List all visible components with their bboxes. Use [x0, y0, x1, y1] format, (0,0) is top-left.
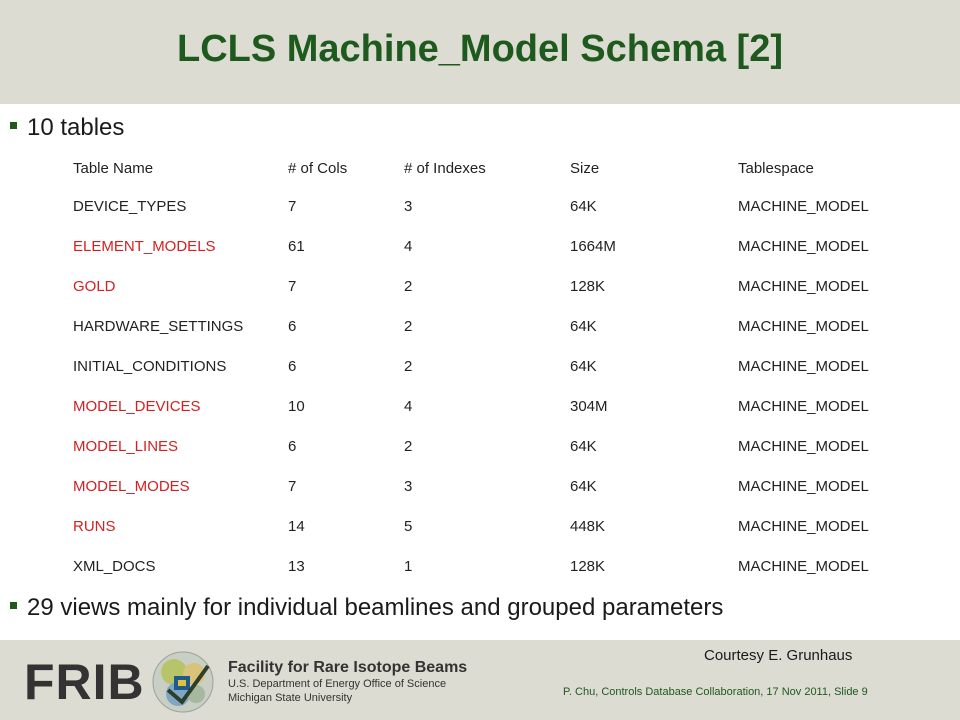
header-table-name: Table Name: [73, 159, 154, 177]
cell-table-name: MODEL_MODES: [73, 477, 190, 495]
table-row: [73, 306, 898, 346]
cell-indexes: 1: [404, 557, 413, 575]
cell-tablespace: MACHINE_MODEL: [738, 437, 869, 455]
cell-indexes: 5: [404, 517, 413, 535]
table-row: [73, 546, 898, 586]
cell-table-name: MODEL_DEVICES: [73, 397, 201, 415]
cell-size: 304M: [570, 397, 608, 415]
cell-table-name: ELEMENT_MODELS: [73, 237, 216, 255]
cell-indexes: 4: [404, 397, 413, 415]
cell-cols: 13: [288, 557, 305, 575]
cell-table-name: XML_DOCS: [73, 557, 156, 575]
cell-indexes: 3: [404, 477, 413, 495]
cell-tablespace: MACHINE_MODEL: [738, 397, 869, 415]
cell-cols: 7: [288, 477, 297, 495]
cell-indexes: 2: [404, 317, 413, 335]
bullet-views: [10, 594, 723, 622]
frib-logo-text: FRIB: [24, 654, 145, 710]
cell-table-name: GOLD: [73, 277, 116, 295]
table-row: [73, 466, 898, 506]
frib-globe-logo-icon: [148, 650, 218, 714]
cell-size: 448K: [570, 517, 606, 535]
cell-table-name: DEVICE_TYPES: [73, 197, 187, 215]
bullet-tables-text: 10 tables: [27, 114, 125, 141]
cell-tablespace: MACHINE_MODEL: [738, 277, 869, 295]
header-indexes: # of Indexes: [404, 159, 486, 177]
table-row: [73, 506, 898, 546]
courtesy-text: Courtesy E. Grunhaus: [704, 647, 853, 664]
university-name: Michigan State University: [228, 692, 353, 704]
cell-indexes: 3: [404, 197, 413, 215]
header-size: Size: [570, 159, 600, 177]
slide-info: P. Chu, Controls Database Collaboration, 17 Nov 2011, Slide 9: [563, 686, 868, 698]
cell-table-name: RUNS: [73, 517, 116, 535]
cell-cols: 7: [288, 277, 297, 295]
schema-table: [73, 150, 898, 586]
cell-size: 64K: [570, 437, 597, 455]
cell-cols: 10: [288, 397, 305, 415]
cell-size: 64K: [570, 477, 597, 495]
schema-table-wrap: [73, 150, 898, 586]
cell-size: 128K: [570, 557, 606, 575]
bullet-views-text: 29 views mainly for individual beamlines and grouped parameters: [27, 594, 724, 621]
cell-cols: 6: [288, 437, 297, 455]
cell-tablespace: MACHINE_MODEL: [738, 357, 869, 375]
cell-tablespace: MACHINE_MODEL: [738, 477, 869, 495]
cell-cols: 7: [288, 197, 297, 215]
header-tablespace: Tablespace: [738, 159, 814, 177]
cell-tablespace: MACHINE_MODEL: [738, 317, 869, 335]
cell-size: 64K: [570, 317, 597, 335]
table-row: [73, 386, 898, 426]
cell-table-name: MODEL_LINES: [73, 437, 179, 455]
bullet-square-icon: [10, 602, 17, 609]
table-row: [73, 346, 898, 386]
bullet-tables: [10, 114, 124, 142]
table-row: [73, 226, 898, 266]
cell-size: 128K: [570, 277, 606, 295]
cell-table-name: HARDWARE_SETTINGS: [73, 317, 244, 335]
cell-cols: 6: [288, 317, 297, 335]
table-body: [73, 186, 898, 586]
cell-tablespace: MACHINE_MODEL: [738, 197, 869, 215]
slide-title: LCLS Machine_Model Schema [2]: [176, 28, 783, 70]
cell-indexes: 2: [404, 277, 413, 295]
facility-name: Facility for Rare Isotope Beams: [228, 659, 468, 676]
cell-tablespace: MACHINE_MODEL: [738, 517, 869, 535]
cell-indexes: 2: [404, 437, 413, 455]
cell-indexes: 2: [404, 357, 413, 375]
bullet-square-icon: [10, 122, 17, 129]
department-name: U.S. Department of Energy Office of Science: [228, 678, 447, 690]
cell-cols: 6: [288, 357, 297, 375]
cell-indexes: 4: [404, 237, 413, 255]
table-header-row: [73, 150, 898, 186]
cell-table-name: INITIAL_CONDITIONS: [73, 357, 227, 375]
cell-cols: 61: [288, 237, 305, 255]
table-row: [73, 426, 898, 466]
table-row: [73, 266, 898, 306]
table-row: [73, 186, 898, 226]
header-cols: # of Cols: [288, 159, 348, 177]
cell-size: 64K: [570, 357, 597, 375]
cell-tablespace: MACHINE_MODEL: [738, 237, 869, 255]
cell-tablespace: MACHINE_MODEL: [738, 557, 869, 575]
cell-size: 64K: [570, 197, 597, 215]
cell-cols: 14: [288, 517, 305, 535]
cell-size: 1664M: [570, 237, 616, 255]
